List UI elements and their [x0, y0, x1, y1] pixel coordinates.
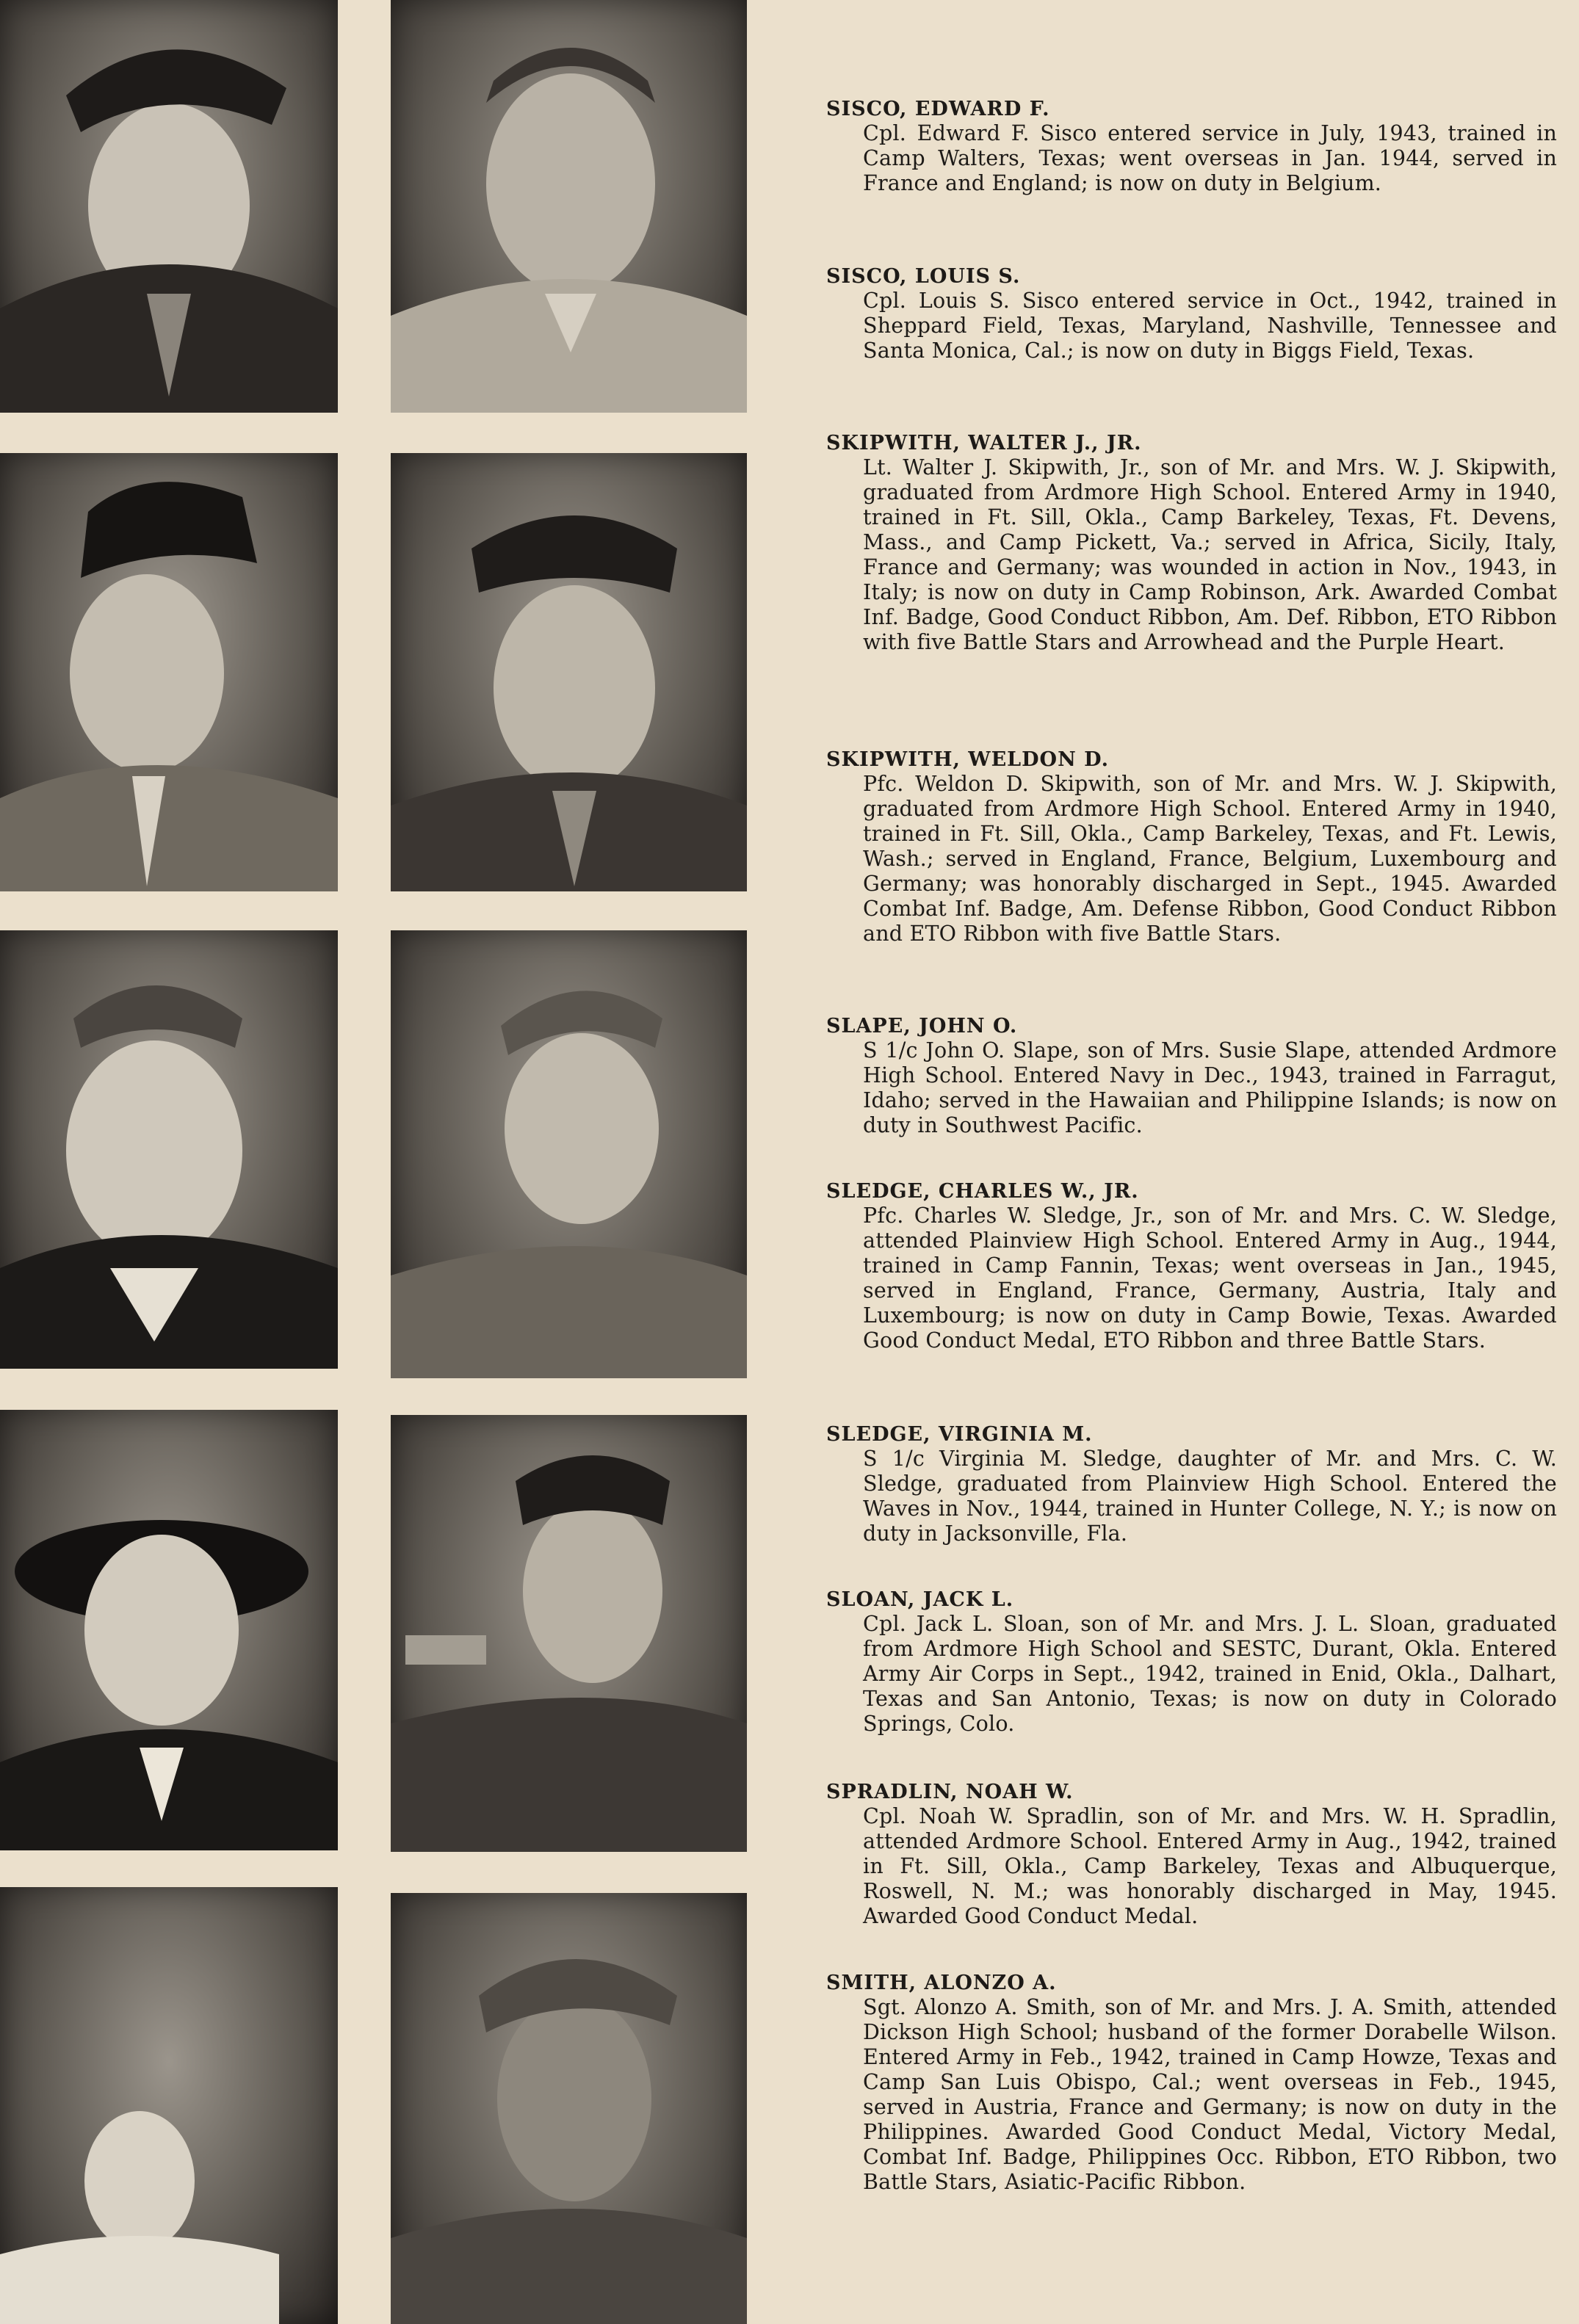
bio-text: Cpl. Jack L. Sloan, son of Mr. and Mrs. J. L. Sloan, graduated from Ardmore High School and SESTC, Durant, Okla. Entered Army Air Corps in Sept., 1942, trained in Enid, Okla., Dalhart, Texas and San Antonio, Texas; is now on duty in Colorado Springs, Colo. [863, 1612, 1557, 1736]
bio-entry [826, 747, 1557, 946]
bio-name: SISCO, LOUIS S. [826, 265, 1021, 288]
bio-text: S 1/c Virginia M. Sledge, daughter of Mr. and Mrs. C. W. Sledge, graduated from Plainview High School. Entered the Waves in Nov., 1944, trained in Hunter College, N. Y.; is now on duty in Jacksonville, Fla. [863, 1447, 1557, 1546]
bio-entry [826, 264, 1557, 363]
bio-entry [826, 1780, 1557, 1929]
bio-text: Pfc. Weldon D. Skipwith, son of Mr. and Mrs. W. J. Skipwith, graduated from Ardmore High School. Entered Army in 1940, trained in Ft. Sill, Okla., Camp Barkeley, Texas, and Ft. Lewis, Wash.; served in England, France, Belgium, Luxembourg and Germany; was honorably discharged in Sept., 1945. Awarded Combat Inf. Badge, Am. Defense Ribbon, Good Conduct Ribbon and ETO Ribbon with five Battle Stars. [863, 772, 1557, 946]
bio-entry [826, 97, 1557, 196]
photo-skipwith-walter [0, 453, 338, 891]
bio-text: Sgt. Alonzo A. Smith, son of Mr. and Mrs. J. A. Smith, attended Dickson High School; husband of the former Dorabelle Wilson. Entered Army in Feb., 1942, trained in Camp Howze, Texas and Camp San Luis Obispo, Cal.; went overseas in Feb., 1945, served in Austria, France and Germany; is now on duty in the Philippines. Awarded Good Conduct Medal, Victory Medal, Combat Inf. Badge, Philippines Occ. Ribbon, ETO Ribbon, two Battle Stars, Asiatic-Pacific Ribbon. [863, 1995, 1557, 2194]
bio-name: SPRADLIN, NOAH W. [826, 1781, 1074, 1803]
portrait-icon [0, 1410, 338, 1850]
bio-text: Lt. Walter J. Skipwith, Jr., son of Mr. and Mrs. W. J. Skipwith, graduated from Ardmore High School. Entered Army in 1940, trained in Ft. Sill, Okla., Camp Barkeley, Texas, Ft. Devens, Mass., and Camp Pickett, Va.; served in Africa, Sicily, Italy, France and Germany; was wounded in action in Nov., 1943, in Italy; is now on duty in Camp Robinson, Ark. Awarded Combat Inf. Badge, Good Conduct Ribbon, Am. Def. Ribbon, ETO Ribbon with five Battle Stars and Arrowhead and the Purple Heart. [863, 455, 1557, 654]
bio-text: S 1/c John O. Slape, son of Mrs. Susie Slape, attended Ardmore High School. Entered Navy in Dec., 1943, trained in Farragut, Idaho; served in the Hawaiian and Philippine Islands; is now on duty in Southwest Pacific. [863, 1038, 1557, 1137]
bio-entry [826, 431, 1557, 655]
bio-name: SLAPE, JOHN O. [826, 1015, 1018, 1038]
bio-name: SLOAN, JACK L. [826, 1588, 1014, 1611]
bio-entry [826, 1588, 1557, 1737]
bio-name: SLEDGE, CHARLES W., JR. [826, 1180, 1139, 1203]
photo-sledge-charles [391, 930, 747, 1378]
portrait-icon [391, 0, 747, 413]
portrait-icon [0, 0, 338, 413]
bio-name: SISCO, EDWARD F. [826, 98, 1050, 120]
photo-slape-john [0, 930, 338, 1369]
photo-smith-alonzo [391, 1893, 747, 2324]
bio-text: Pfc. Charles W. Sledge, Jr., son of Mr. and Mrs. C. W. Sledge, attended Plainview High School. Entered Army in Aug., 1944, trained in Camp Fannin, Texas; went overseas in Jan., 1945, served in England, France, Germany, Austria, Italy and Luxembourg; is now on duty in Camp Bowie, Texas. Awarded Good Conduct Medal, ETO Ribbon and three Battle Stars. [863, 1203, 1557, 1353]
portrait-icon [391, 453, 747, 891]
bio-name: SKIPWITH, WELDON D. [826, 748, 1110, 771]
bio-entry [826, 1179, 1557, 1353]
bio-name: SLEDGE, VIRGINIA M. [826, 1423, 1093, 1446]
portrait-icon [391, 1415, 747, 1852]
bio-text: Cpl. Edward F. Sisco entered service in July, 1943, trained in Camp Walters, Texas; went overseas in Jan. 1944, served in France and England; is now on duty in Belgium. [863, 121, 1557, 195]
photo-skipwith-weldon [391, 453, 747, 891]
portrait-icon [0, 453, 338, 891]
bio-entry [826, 1971, 1557, 2195]
photo-sisco-edward [0, 0, 338, 413]
bio-text: Cpl. Louis S. Sisco entered service in Oct., 1942, trained in Sheppard Field, Texas, Maryland, Nashville, Tennessee and Santa Monica, Cal.; is now on duty in Biggs Field, Texas. [863, 289, 1557, 363]
photo-sisco-louis [391, 0, 747, 413]
bio-entry [826, 1422, 1557, 1546]
photo-sledge-virginia [0, 1410, 338, 1850]
photo-sloan-jack [391, 1415, 747, 1852]
portrait-icon [0, 930, 338, 1369]
bio-text: Cpl. Noah W. Spradlin, son of Mr. and Mrs. W. H. Spradlin, attended Ardmore School. Entered Army in Aug., 1942, trained in Ft. Sill, Okla., Camp Barkeley, Texas and Albuquerque, Roswell, N. M.; was honorably discharged in May, 1945. Awarded Good Conduct Medal. [863, 1804, 1557, 1928]
bio-entry [826, 1014, 1557, 1138]
bio-name: SMITH, ALONZO A. [826, 1972, 1057, 1994]
bio-name: SKIPWITH, WALTER J., JR. [826, 432, 1142, 455]
portrait-icon [391, 1893, 747, 2324]
portrait-icon [391, 930, 747, 1378]
photo-spradlin-noah [0, 1887, 338, 2324]
portrait-icon [0, 1887, 338, 2324]
